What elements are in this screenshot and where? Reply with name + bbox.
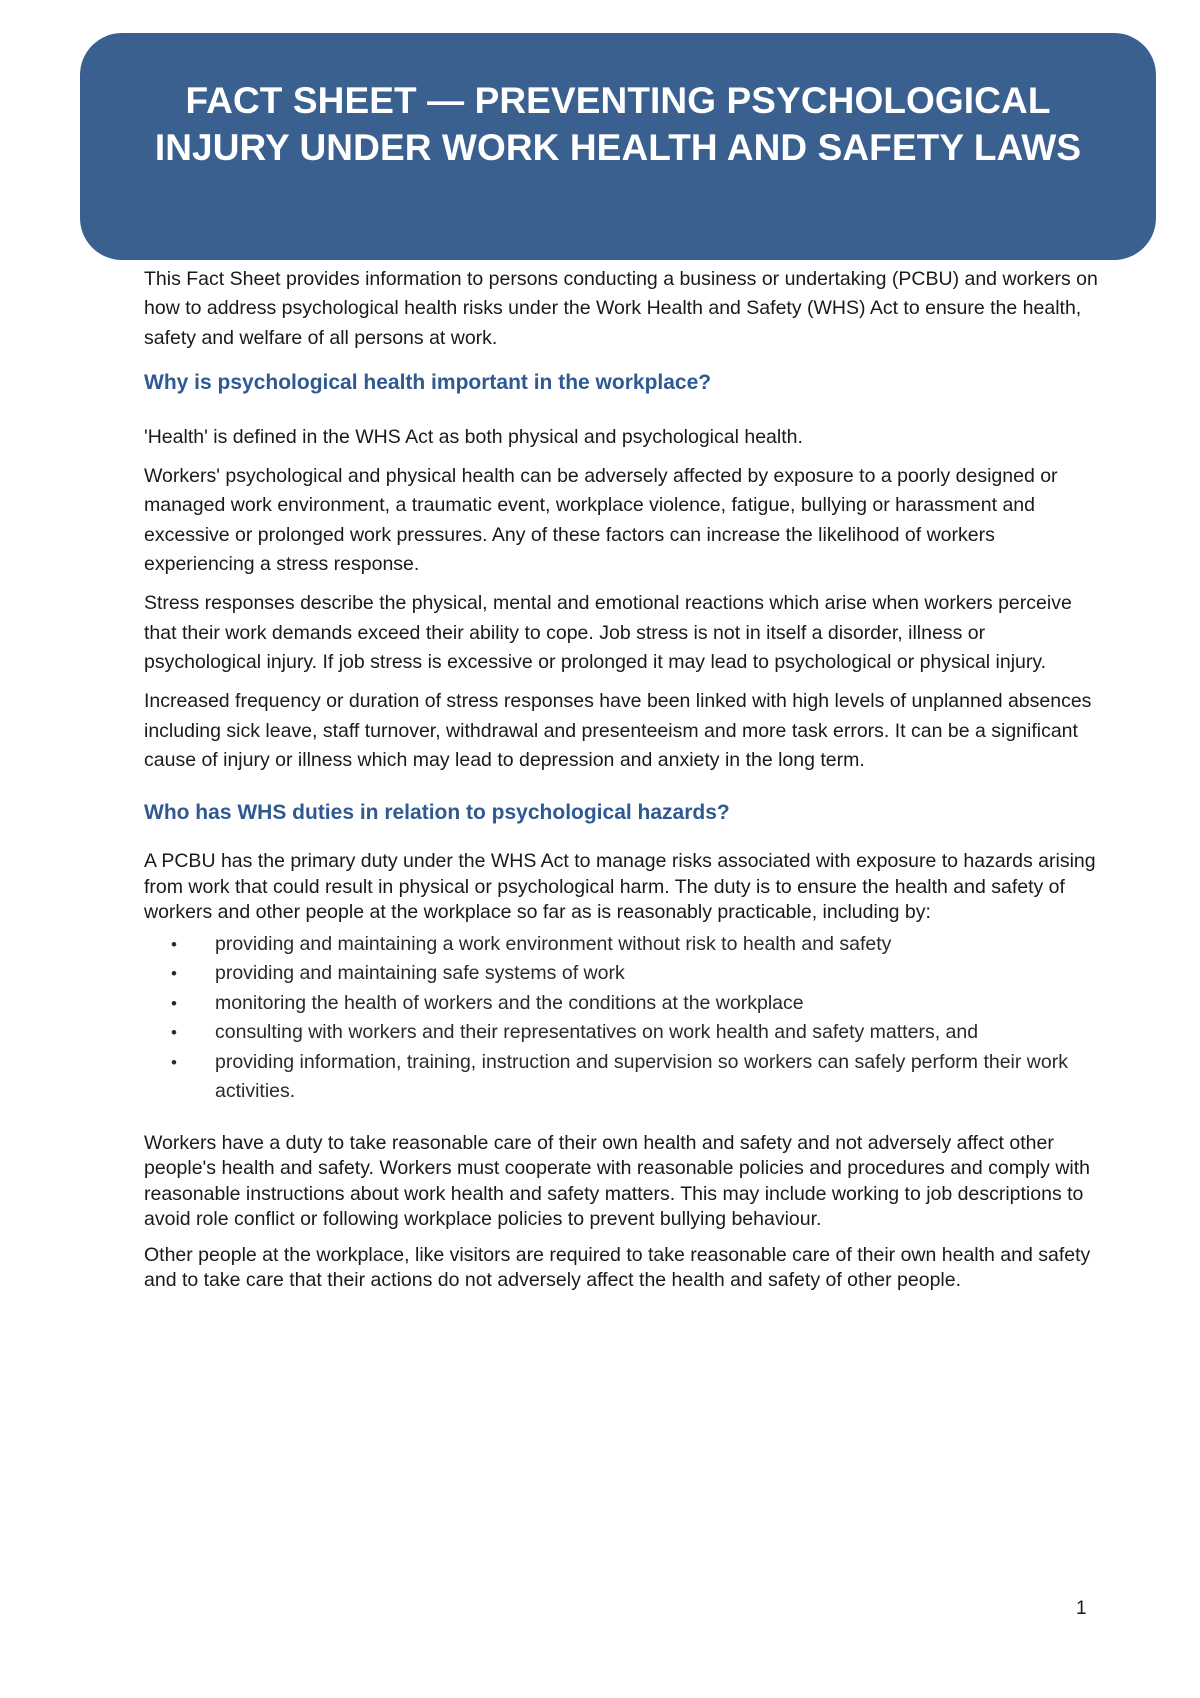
section-heading-duties: Who has WHS duties in relation to psychological hazards? [144, 801, 730, 825]
list-item-text: providing and maintaining safe systems of work [215, 962, 625, 985]
duties-list [144, 930, 1104, 1107]
paragraph-stress-responses: Stress responses describe the physical, mental and emotional reactions which arise when workers perceive that their work demands exceed their ability to cope. Job stress is not in itself a disorder, illness or psychological injury. If job stress is excessive or prolonged it may lead to psychological or physical injury. [144, 592, 1072, 673]
list-item [144, 1048, 1104, 1107]
title-banner [80, 33, 1156, 260]
title-line-2: INJURY UNDER WORK HEALTH AND SAFETY LAWS [154, 127, 1082, 168]
paragraph-other-people: Other people at the workplace, like visitors are required to take reasonable care of their own health and safety and to take care that their actions do not adversely affect the health and safety of other people. [144, 1243, 1091, 1292]
document-body [144, 265, 1104, 1294]
intro-paragraph: This Fact Sheet provides information to persons conducting a business or undertaking (PCBU) and workers on how to address psychological health risks under the Work Health and Safety (WHS) Act to ensure the health, safety and welfare of all persons at work. [144, 268, 1098, 349]
list-item [144, 930, 1104, 960]
list-item-text: monitoring the health of workers and the conditions at the workplace [215, 991, 804, 1014]
paragraph-frequency: Increased frequency or duration of stress responses have been linked with high levels of unplanned absences including sick leave, staff turnover, withdrawal and presenteeism and more task errors. It can be a significant cause of injury or illness which may lead to depression and anxiety in the long term. [144, 690, 1092, 771]
paragraph-health-definition: 'Health' is defined in the WHS Act as both physical and psychological health. [144, 425, 803, 448]
paragraph-worker-duty: Workers have a duty to take reasonable care of their own health and safety and not adversely affect other people's health and safety. Workers must cooperate with reasonable policies and procedures and comply with reasonable instructions about work health and safety matters. This may include working to job descriptions to avoid role conflict or following workplace policies to prevent bullying behaviour. [144, 1131, 1091, 1231]
bullet-icon: • [171, 993, 177, 1013]
bullet-icon: • [171, 1052, 177, 1072]
bullet-icon: • [171, 1023, 177, 1043]
paragraph-adverse-effects: Workers' psychological and physical health can be adversely affected by exposure to a poorly designed or managed work environment, a traumatic event, workplace violence, fatigue, bullying or harassment and excessive or prolonged work pressures. Any of these factors can increase the likelihood of workers experiencing a stress response. [144, 465, 1058, 576]
bullet-icon: • [171, 964, 177, 984]
page-number: 1 [1076, 1598, 1087, 1619]
list-item-text: providing and maintaining a work environment without risk to health and safety [215, 932, 892, 955]
list-item [144, 989, 1104, 1019]
list-item-text: consulting with workers and their representatives on work health and safety matters, and [215, 1021, 979, 1044]
paragraph-pcbu-duty: A PCBU has the primary duty under the WHS Act to manage risks associated with exposure to hazards arising from work that could result in physical or psychological harm. The duty is to ensure the health and safety of workers and other people at the workplace so far as is reasonably practicable, including by: [144, 850, 1096, 924]
list-item [144, 959, 1104, 989]
list-item-text: providing information, training, instruction and supervision so workers can safely perform their work activities. [215, 1050, 1068, 1103]
list-item [144, 1018, 1104, 1048]
section-heading-why: Why is psychological health important in the workplace? [144, 370, 712, 394]
title-line-1: FACT SHEET — PREVENTING PSYCHOLOGICAL [185, 80, 1051, 121]
bullet-icon: • [171, 934, 177, 954]
